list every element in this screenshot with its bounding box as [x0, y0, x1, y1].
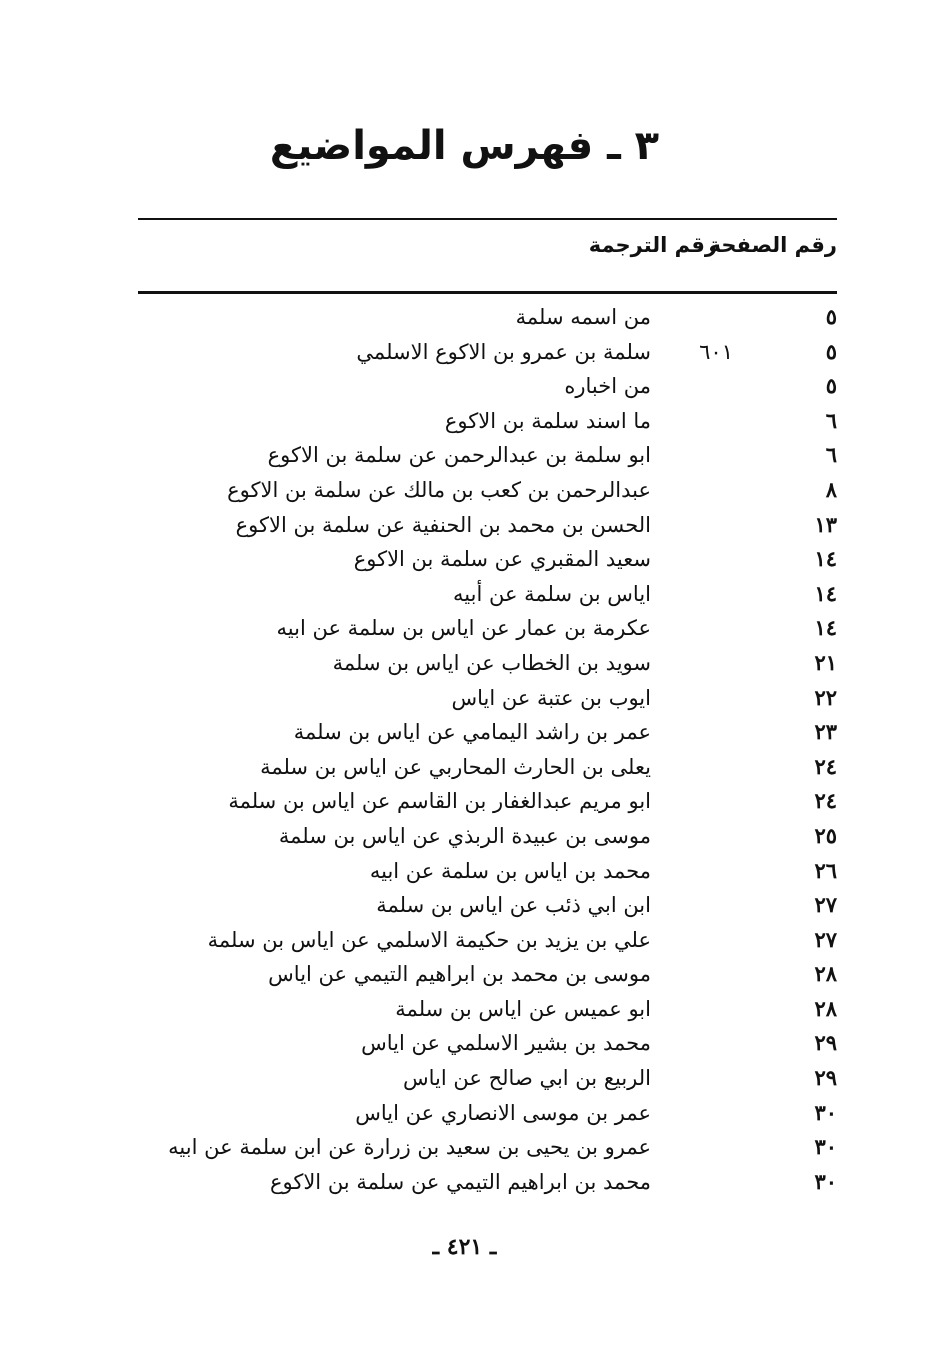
row-page-number: ٢٤ [814, 788, 837, 814]
index-row [0, 681, 929, 716]
row-topic: موسى بن عبيدة الربذي عن اياس بن سلمة [278, 823, 651, 848]
row-topic: ابو سلمة بن عبدالرحمن عن سلمة بن الاكوع [267, 443, 651, 468]
row-topic: الحسن بن محمد بن الحنفية عن سلمة بن الاكوع [235, 512, 651, 537]
row-topic: عمر بن موسى الانصاري عن اياس [355, 1100, 651, 1125]
row-topic: ابن ابي ذئب عن اياس بن سلمة [376, 893, 651, 918]
row-page-number: ٢٧ [814, 892, 837, 918]
column-header-page-number: رقم الصفحة [708, 233, 837, 257]
row-topic: محمد بن ابراهيم التيمي عن سلمة بن الاكوع [269, 1169, 651, 1194]
row-page-number: ٣٠ [814, 1134, 837, 1160]
row-page-number: ٣٠ [814, 1099, 837, 1125]
index-row [0, 542, 929, 577]
row-topic: اياس بن سلمة عن أبيه [453, 581, 651, 606]
row-page-number: ٢٩ [814, 1065, 837, 1091]
index-row [0, 438, 929, 473]
index-row [0, 335, 929, 370]
row-page-number: ٣٠ [814, 1168, 837, 1194]
index-row [0, 888, 929, 923]
row-topic: عبدالرحمن بن كعب بن مالك عن سلمة بن الاكوع [227, 477, 651, 502]
page-title: ٣ ـ فهرس المواضيع [269, 123, 660, 169]
row-topic: من اسمه سلمة [515, 305, 651, 329]
row-topic: محمد بن بشير الاسلمي عن اياس [361, 1031, 651, 1056]
index-row [0, 923, 929, 958]
index-row [0, 957, 929, 992]
row-topic: سعيد المقبري عن سلمة بن الاكوع [353, 547, 651, 572]
index-row [0, 646, 929, 681]
row-page-number: ٥ [825, 338, 837, 364]
row-entry-number: ٦٠١ [699, 339, 733, 364]
row-page-number: ٢٢ [814, 684, 837, 710]
row-topic: ايوب بن عتبة عن اياس [451, 685, 651, 710]
row-topic: ابو عميس عن اياس بن سلمة [395, 996, 651, 1021]
row-page-number: ٥ [825, 373, 837, 399]
index-row [0, 300, 929, 335]
header-bottom-rule [138, 291, 837, 294]
row-page-number: ٢٨ [814, 995, 837, 1021]
header-top-rule [138, 218, 837, 220]
index-row [0, 784, 929, 819]
index-row [0, 577, 929, 612]
row-topic: ما اسند سلمة بن الاكوع [444, 408, 651, 433]
row-topic: سويد بن الخطاب عن اياس بن سلمة [332, 650, 651, 675]
row-page-number: ٢٧ [814, 926, 837, 952]
index-row [0, 369, 929, 404]
row-topic: عكرمة بن عمار عن اياس بن سلمة عن ابيه [276, 616, 651, 641]
row-topic: علي بن يزيد بن حكيمة الاسلمي عن اياس بن سلمة [207, 927, 651, 952]
row-page-number: ٢٨ [814, 961, 837, 987]
row-page-number: ١٤ [814, 546, 837, 572]
row-topic: من اخباره [564, 374, 651, 399]
index-row [0, 750, 929, 785]
index-row [0, 1165, 929, 1200]
row-topic: ابو مريم عبدالغفار بن القاسم عن اياس بن سلمة [228, 789, 651, 814]
index-row [0, 508, 929, 543]
row-page-number: ٢٣ [814, 719, 837, 745]
row-topic: عمر بن راشد اليمامي عن اياس بن سلمة [293, 720, 651, 745]
index-row [0, 992, 929, 1027]
row-page-number: ١٣ [814, 511, 837, 537]
row-page-number: ١٤ [814, 580, 837, 606]
index-row [0, 1026, 929, 1061]
index-row [0, 1096, 929, 1131]
row-page-number: ٢٥ [814, 822, 837, 848]
page-folio: ـ ٤٢١ ـ [432, 1234, 497, 1260]
row-topic: يعلى بن الحارث المحاربي عن اياس بن سلمة [260, 754, 651, 779]
row-topic: الربيع بن ابي صالح عن اياس [403, 1066, 651, 1091]
row-page-number: ٢٤ [814, 753, 837, 779]
index-row [0, 1061, 929, 1096]
row-page-number: ٢٩ [814, 1030, 837, 1056]
index-row [0, 404, 929, 439]
row-topic: موسى بن محمد بن ابراهيم التيمي عن اياس [268, 962, 651, 987]
index-table [0, 300, 929, 1199]
row-page-number: ٢١ [814, 649, 837, 675]
row-topic: محمد بن اياس بن سلمة عن ابيه [369, 858, 651, 883]
row-page-number: ٦ [825, 442, 837, 468]
index-row [0, 473, 929, 508]
row-page-number: ٢٦ [814, 857, 837, 883]
row-topic: سلمة بن عمرو بن الاكوع الاسلمي [356, 339, 651, 364]
row-topic: عمرو بن يحيى بن سعيد بن زرارة عن ابن سلمة عن ابيه [168, 1135, 651, 1160]
row-page-number: ٨ [825, 476, 837, 502]
row-page-number: ١٤ [814, 615, 837, 641]
column-header-entry-number: رقم الترجمة [588, 233, 717, 257]
index-row [0, 1130, 929, 1165]
index-row [0, 819, 929, 854]
index-row [0, 715, 929, 750]
row-page-number: ٥ [825, 304, 837, 329]
row-page-number: ٦ [825, 407, 837, 433]
index-row [0, 854, 929, 889]
index-row [0, 611, 929, 646]
